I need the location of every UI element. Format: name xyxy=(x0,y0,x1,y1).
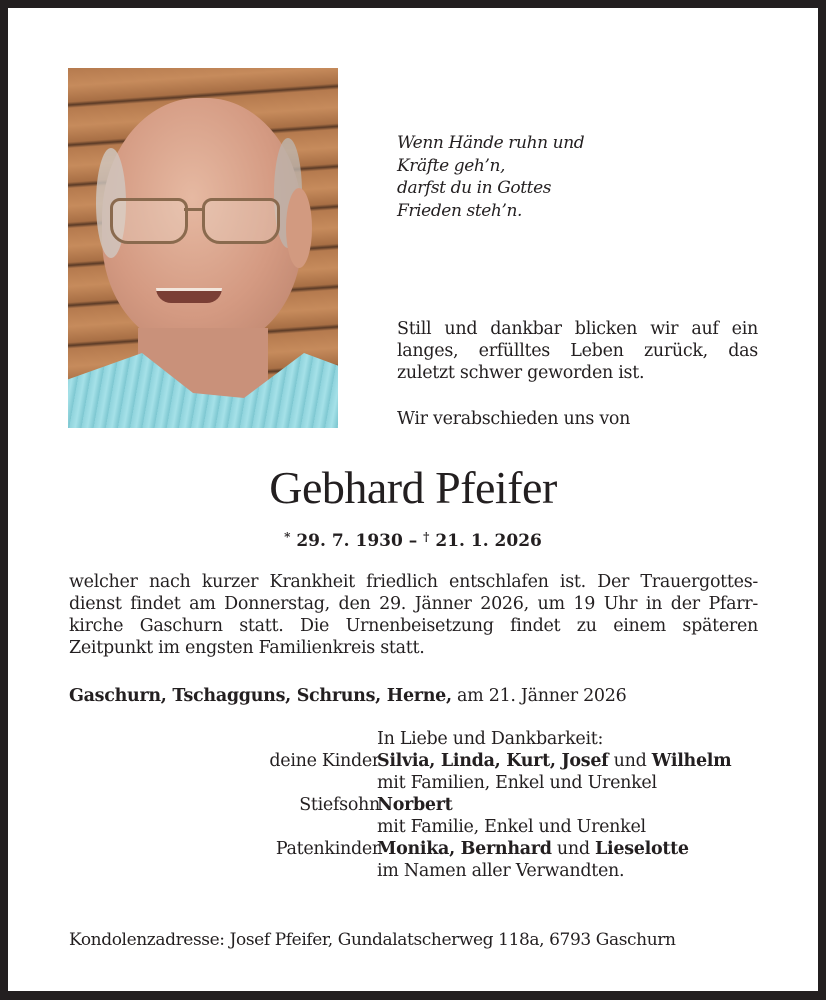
date-separator: – xyxy=(408,531,424,551)
death-date: 21. 1. 2026 xyxy=(435,531,542,551)
place-and-date xyxy=(69,685,626,707)
mourner-subline: im Namen aller Verwandten. xyxy=(377,861,625,881)
mourners-heading: In Liebe und Dankbarkeit: xyxy=(377,729,604,749)
birth-symbol: * xyxy=(284,530,291,544)
mourner-subline: mit Familie, Enkel und Urenkel xyxy=(377,817,646,837)
mourner-group xyxy=(8,750,818,772)
mourner-label: Stiefsohn xyxy=(299,795,380,815)
connector: und xyxy=(608,751,652,771)
funeral-details xyxy=(69,571,758,659)
mourner-names: Silvia, Linda, Kurt, Josef xyxy=(377,751,609,771)
mourner-label: deine Kinder xyxy=(269,751,380,771)
condolence-address: Kondolenzadresse: Josef Pfeifer, Gundalatscherweg 118a, 6793 Gaschurn xyxy=(69,930,676,950)
notice-date: am 21. Jänner 2026 xyxy=(451,686,627,706)
obituary-notice xyxy=(8,8,818,991)
connector: und xyxy=(551,839,596,859)
death-symbol: † xyxy=(423,530,430,544)
photo-mouth xyxy=(156,288,222,303)
poem-line: darfst du in Gottes xyxy=(397,178,552,198)
life-dates xyxy=(8,526,818,552)
birth-date: 29. 7. 1930 xyxy=(296,531,403,551)
body-line: welcher nach kurzer Krankheit friedlich entschlafen ist. Der Trauergottes- xyxy=(69,572,758,592)
places: Gaschurn, Tschagguns, Schruns, Herne, xyxy=(69,686,452,706)
mourner-group xyxy=(8,838,818,860)
mourner-names: Monika, Bernhard xyxy=(377,839,552,859)
mourner-label: Patenkinder xyxy=(275,839,380,859)
mourner-subline: mit Familien, Enkel und Urenkel xyxy=(377,773,657,793)
mourner-names: Wilhelm xyxy=(651,751,732,771)
photo-ear xyxy=(286,188,312,268)
poem-line: Kräfte geh’n, xyxy=(397,155,505,176)
mourners-list xyxy=(8,728,818,882)
poem xyxy=(397,132,584,222)
deceased-name: Gebhard Pfeifer xyxy=(269,462,557,513)
body-line: Zeitpunkt im engsten Familienkreis statt. xyxy=(69,638,425,658)
poem-line: Wenn Hände ruhn und xyxy=(397,133,585,153)
photo-lens-right xyxy=(202,198,280,244)
photo-glasses xyxy=(110,198,282,244)
mourner-names: Lieselotte xyxy=(595,839,689,859)
mourner-group xyxy=(8,794,818,816)
photo-lens-left xyxy=(110,198,188,244)
poem-line: Frieden steh’n. xyxy=(397,200,523,221)
farewell-text: Wir verabschieden uns von xyxy=(397,409,631,429)
photo-glasses-bridge xyxy=(184,208,204,211)
mourner-names: Norbert xyxy=(377,795,453,815)
body-line: dienst findet am Donnerstag, den 29. Jänner 2026, um 19 Uhr in der Pfarr- xyxy=(69,594,758,614)
intro-text: Still und dankbar blicken wir auf ein langes, erfülltes Leben zurück, das zuletzt schwer geworden ist. xyxy=(397,319,758,383)
body-line: kirche Gaschurn statt. Die Urnenbeisetzung findet zu einem späteren xyxy=(69,616,758,636)
portrait-photo xyxy=(68,68,338,428)
